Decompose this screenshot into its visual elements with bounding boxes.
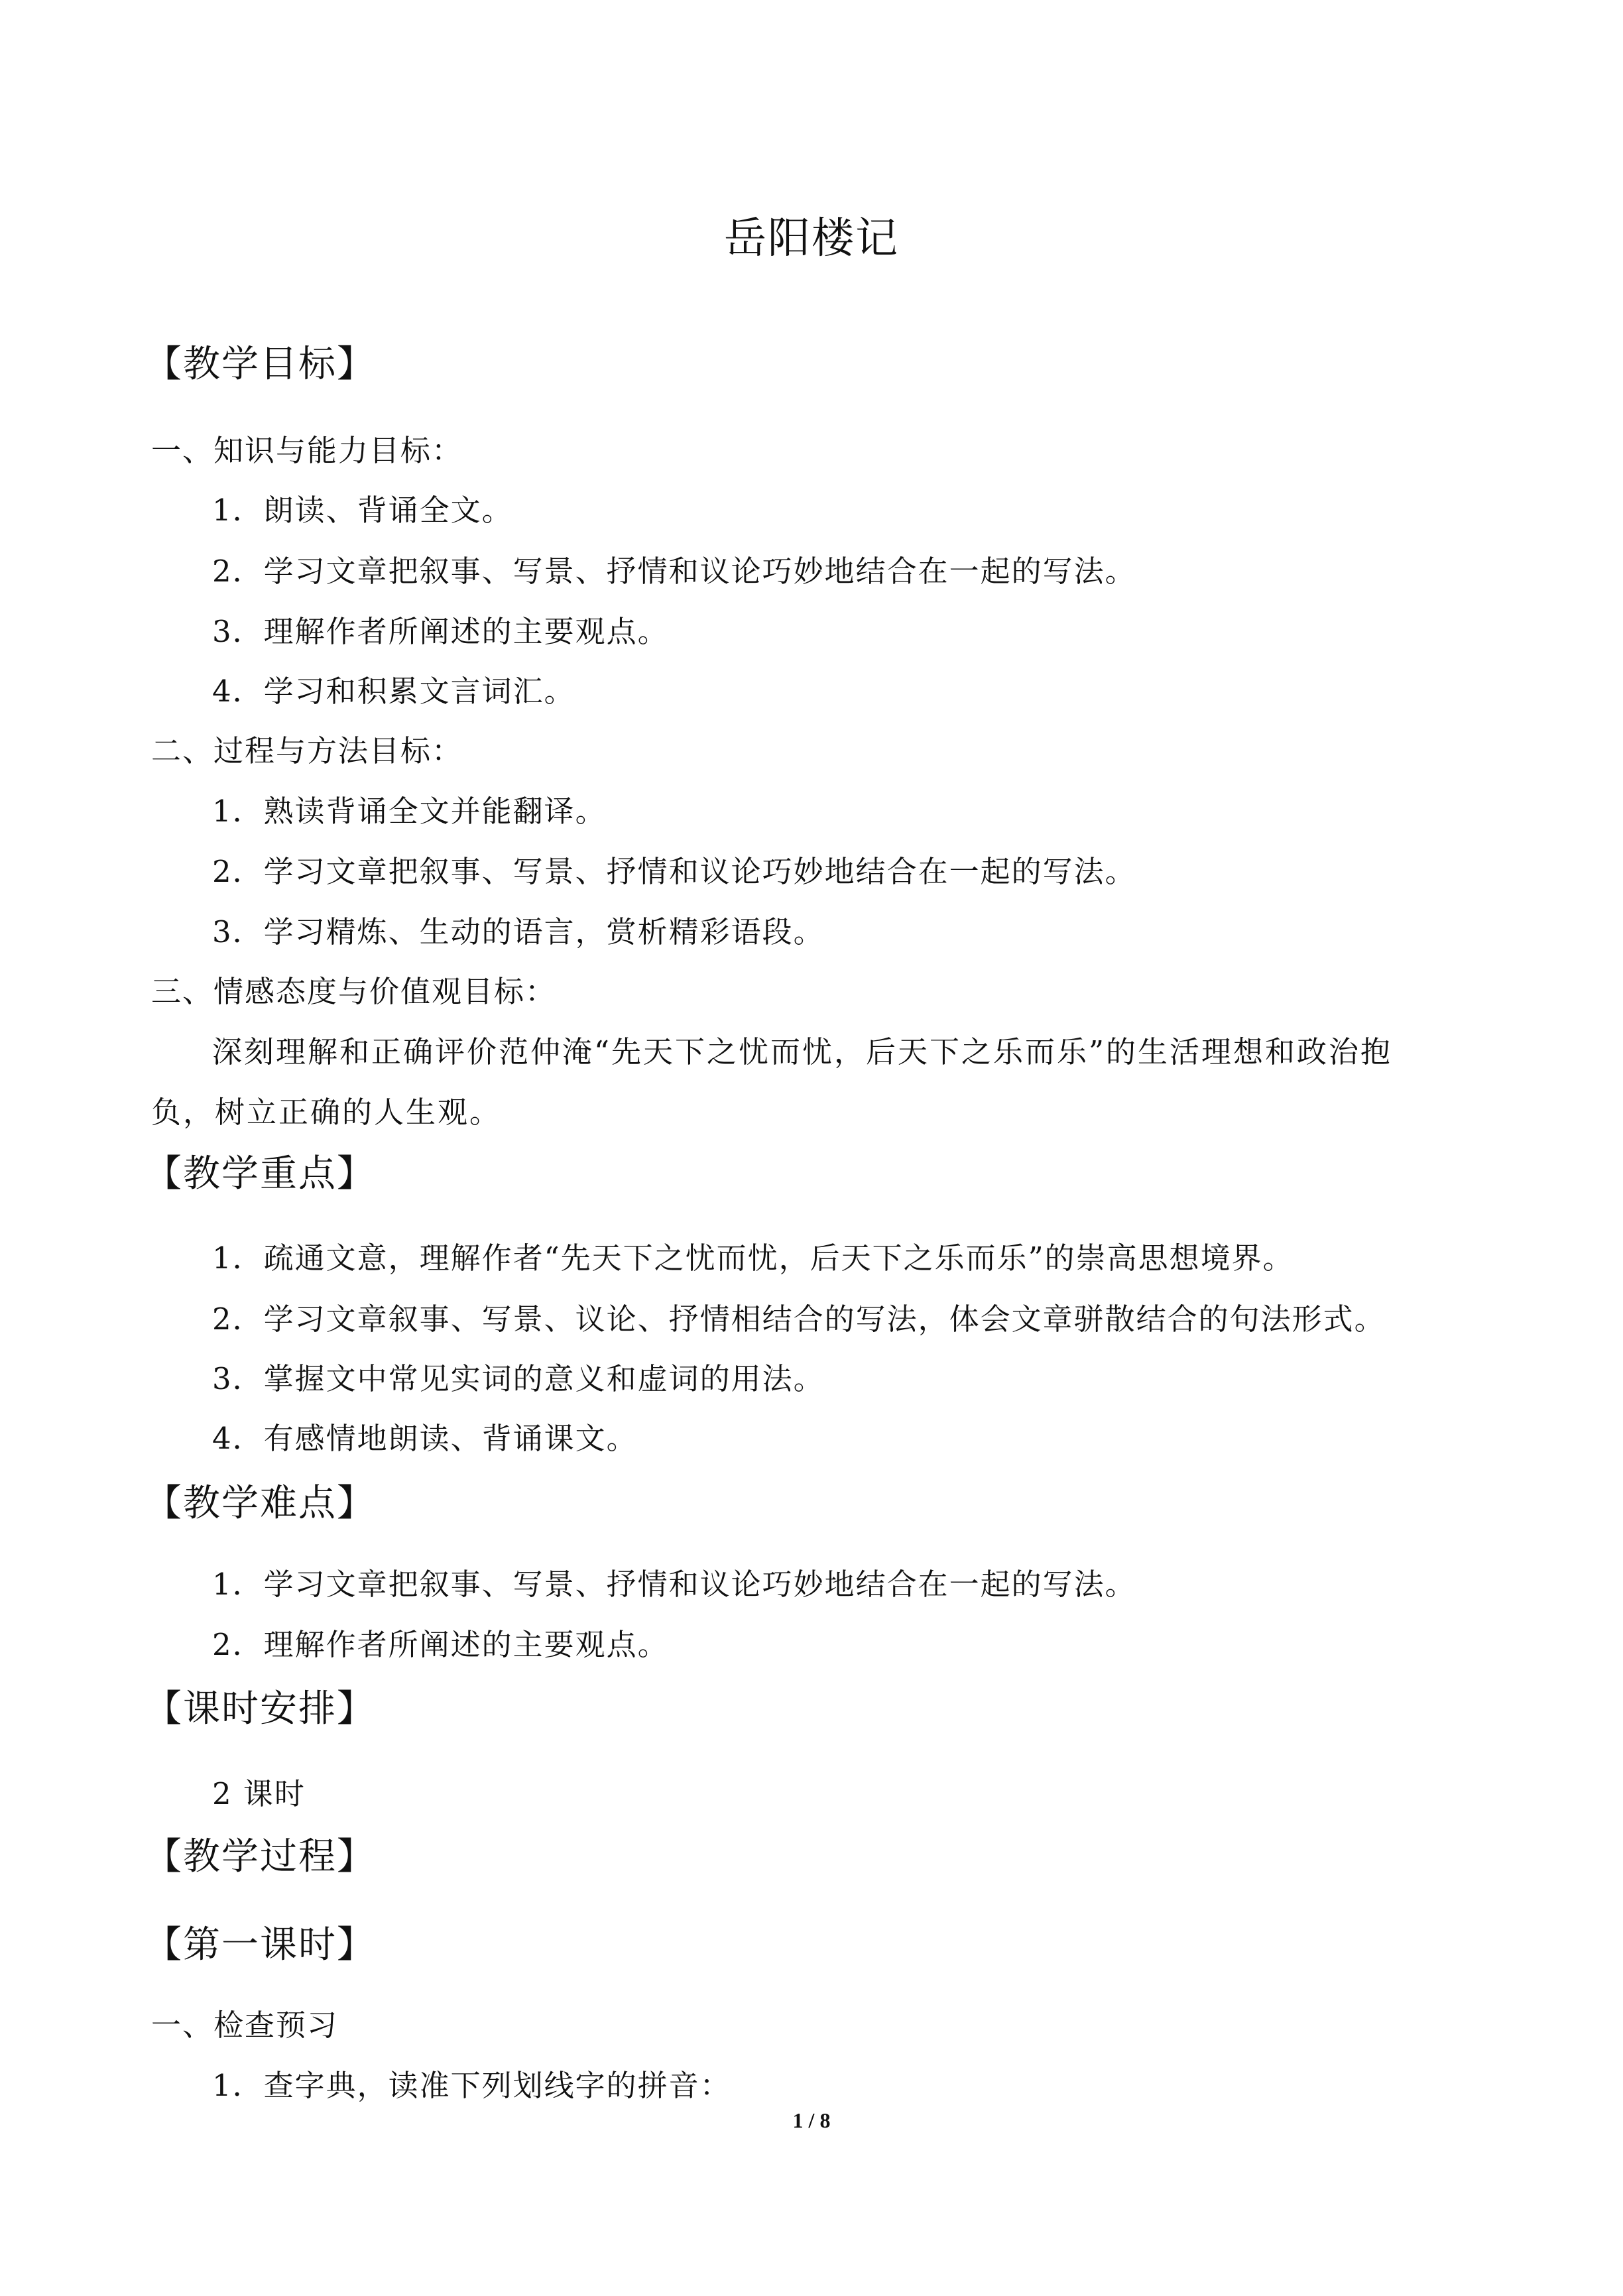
knowledge-item-3: 3．理解作者所阐述的主要观点。 [212,614,669,649]
process-item-1: 1．熟读背诵全文并能翻译。 [212,794,607,829]
key-point-item-4: 4．有感情地朗读、背诵课文。 [212,1421,638,1456]
process-objectives-label: 二、过程与方法目标： [151,733,463,768]
difficulty-item-2: 2．理解作者所阐述的主要观点。 [212,1627,669,1662]
process-item-3: 3．学习精炼、生动的语言，赏析精彩语段。 [212,914,825,949]
difficulties-heading: 【教学难点】 [145,1482,375,1525]
key-point-item-3: 3．掌握文中常见实词的意义和虚词的用法。 [212,1361,825,1396]
dictionary-task-item: 1．查字典，读准下列划线字的拼音： [212,2068,731,2103]
emotion-objectives-label: 三、情感态度与价值观目标： [151,974,557,1009]
key-point-item-1: 1．疏通文意，理解作者“先天下之忧而忧，后天下之乐而乐”的崇高思想境界。 [212,1240,1294,1276]
teaching-process-heading: 【教学过程】 [145,1835,375,1878]
knowledge-item-1: 1．朗读、背诵全文。 [212,493,513,528]
emotion-paragraph-line-2: 负，树立正确的人生观。 [151,1095,502,1130]
page-number: 1 / 8 [792,2108,831,2132]
first-lesson-heading: 【第一课时】 [145,1923,375,1966]
emotion-paragraph-line-1: 深刻理解和正确评价范仲淹“先天下之忧而忧，后天下之乐而乐”的生活理想和政治抱 [212,1034,1393,1069]
process-item-2: 2．学习文章把叙事、写景、抒情和议论巧妙地结合在一起的写法。 [212,854,1136,889]
check-preview-label: 一、检查预习 [151,2008,339,2043]
schedule-heading: 【课时安排】 [145,1687,375,1730]
key-points-heading: 【教学重点】 [145,1152,375,1195]
knowledge-item-2: 2．学习文章把叙事、写景、抒情和议论巧妙地结合在一起的写法。 [212,554,1136,589]
objectives-heading: 【教学目标】 [145,343,375,386]
key-point-item-2: 2．学习文章叙事、写景、议论、抒情相结合的写法，体会文章骈散结合的句法形式。 [212,1301,1386,1337]
schedule-value: 2 课时 [212,1776,306,1811]
knowledge-item-4: 4．学习和积累文言词汇。 [212,674,575,709]
document-title: 岳阳楼记 [724,214,899,263]
knowledge-objectives-label: 一、知识与能力目标： [151,433,463,468]
difficulty-item-1: 1．学习文章把叙事、写景、抒情和议论巧妙地结合在一起的写法。 [212,1567,1136,1602]
